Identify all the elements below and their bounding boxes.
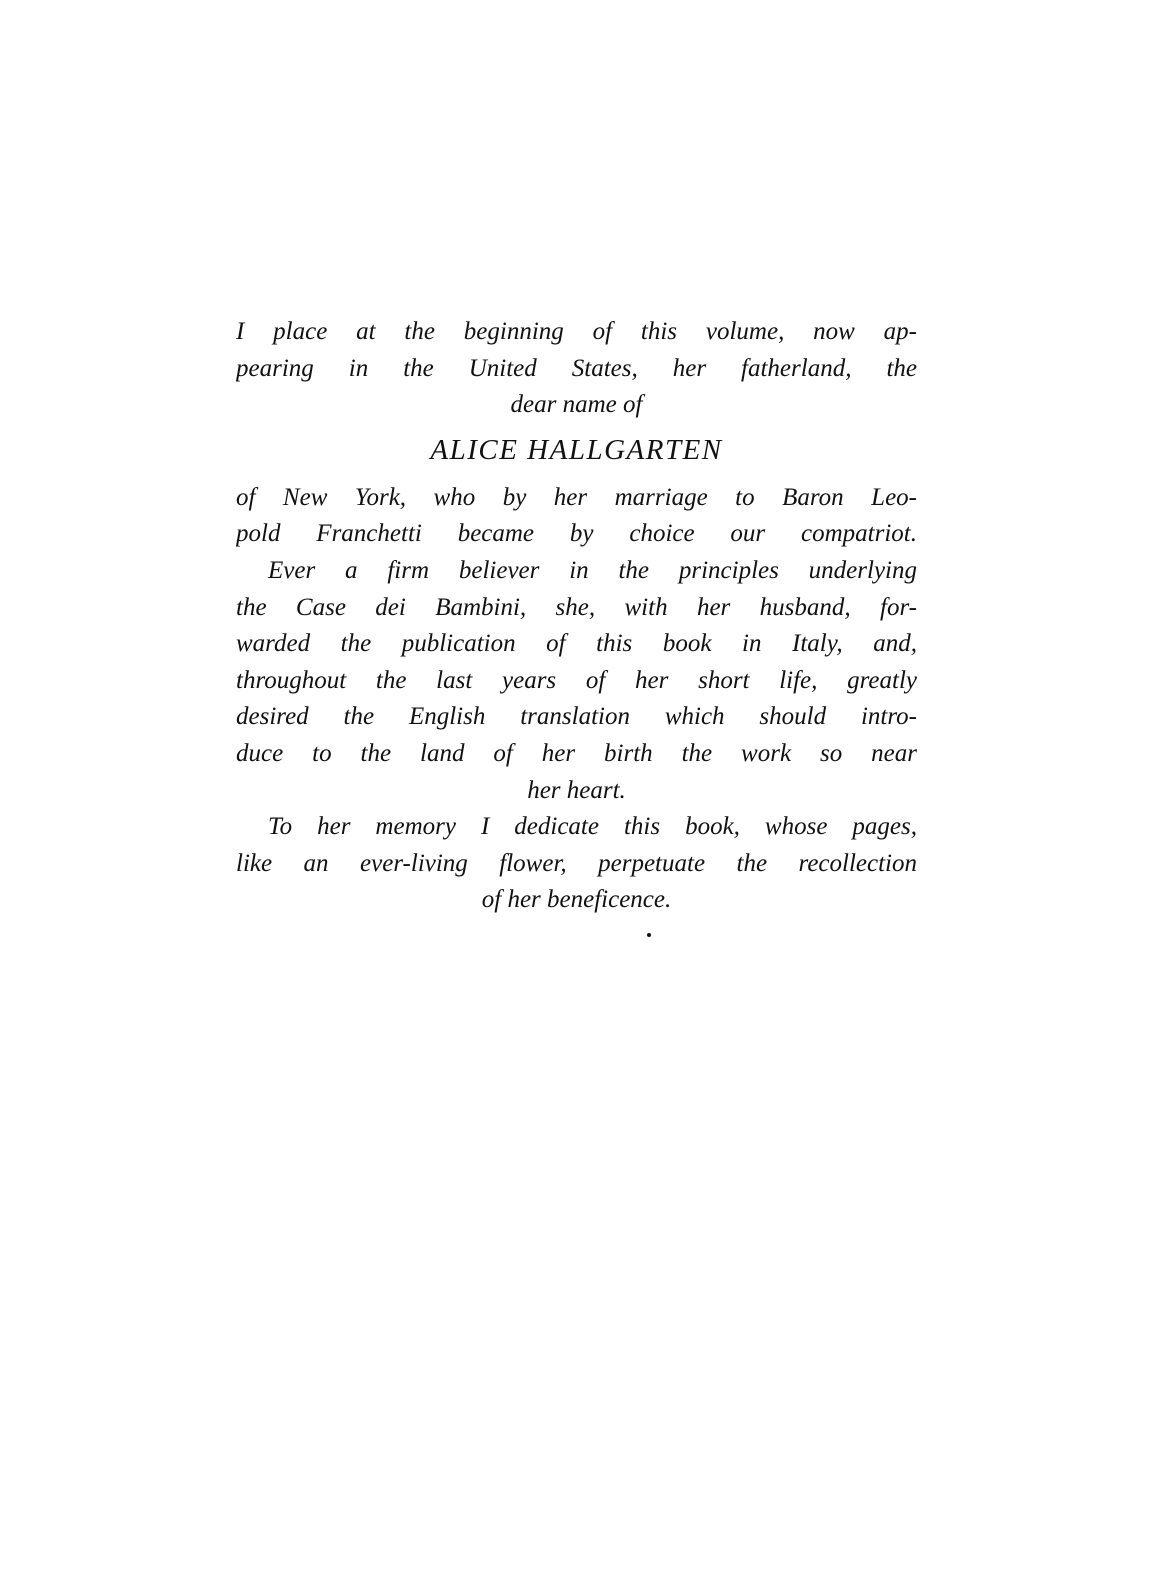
paragraph2-line-2: the Case dei Bambini, she, with her husband, for- bbox=[236, 593, 917, 621]
dedicatee-name: ALICE HALLGARTEN bbox=[430, 433, 723, 466]
paragraph1-line-2: pold Franchetti became by choice our compatriot. bbox=[236, 520, 917, 548]
dedication-intro-line-1: I place at the beginning of this volume, now ap- bbox=[236, 318, 917, 345]
dedication-intro-line-3: dear name of bbox=[510, 391, 643, 419]
paragraph2-line-5: desired the English translation which should intro- bbox=[236, 703, 917, 731]
paragraph3-line-3: of her beneficence. bbox=[481, 886, 672, 914]
paragraph2-line-1: Ever a firm believer in the principles underlying bbox=[268, 556, 917, 584]
paragraph2-line-4: throughout the last years of her short life, greatly bbox=[236, 666, 917, 694]
printer-dot-mark bbox=[647, 933, 651, 937]
paragraph2-line-7: her heart. bbox=[527, 776, 626, 804]
paragraph3-line-1: To her memory I dedicate this book, whose pages, bbox=[268, 813, 917, 841]
paragraph2-line-3: warded the publication of this book in Italy, and, bbox=[236, 630, 917, 658]
paragraph3-line-2: like an ever-living flower, perpetuate the recollection bbox=[236, 849, 917, 877]
paragraph2-line-6: duce to the land of her birth the work so near bbox=[236, 739, 917, 767]
dedication-intro-line-2: pearing in the United States, her fatherland, the bbox=[236, 354, 917, 382]
dedication-block bbox=[236, 314, 917, 919]
paragraph1-line-1: of New York, who by her marriage to Baron Leo- bbox=[236, 483, 917, 511]
